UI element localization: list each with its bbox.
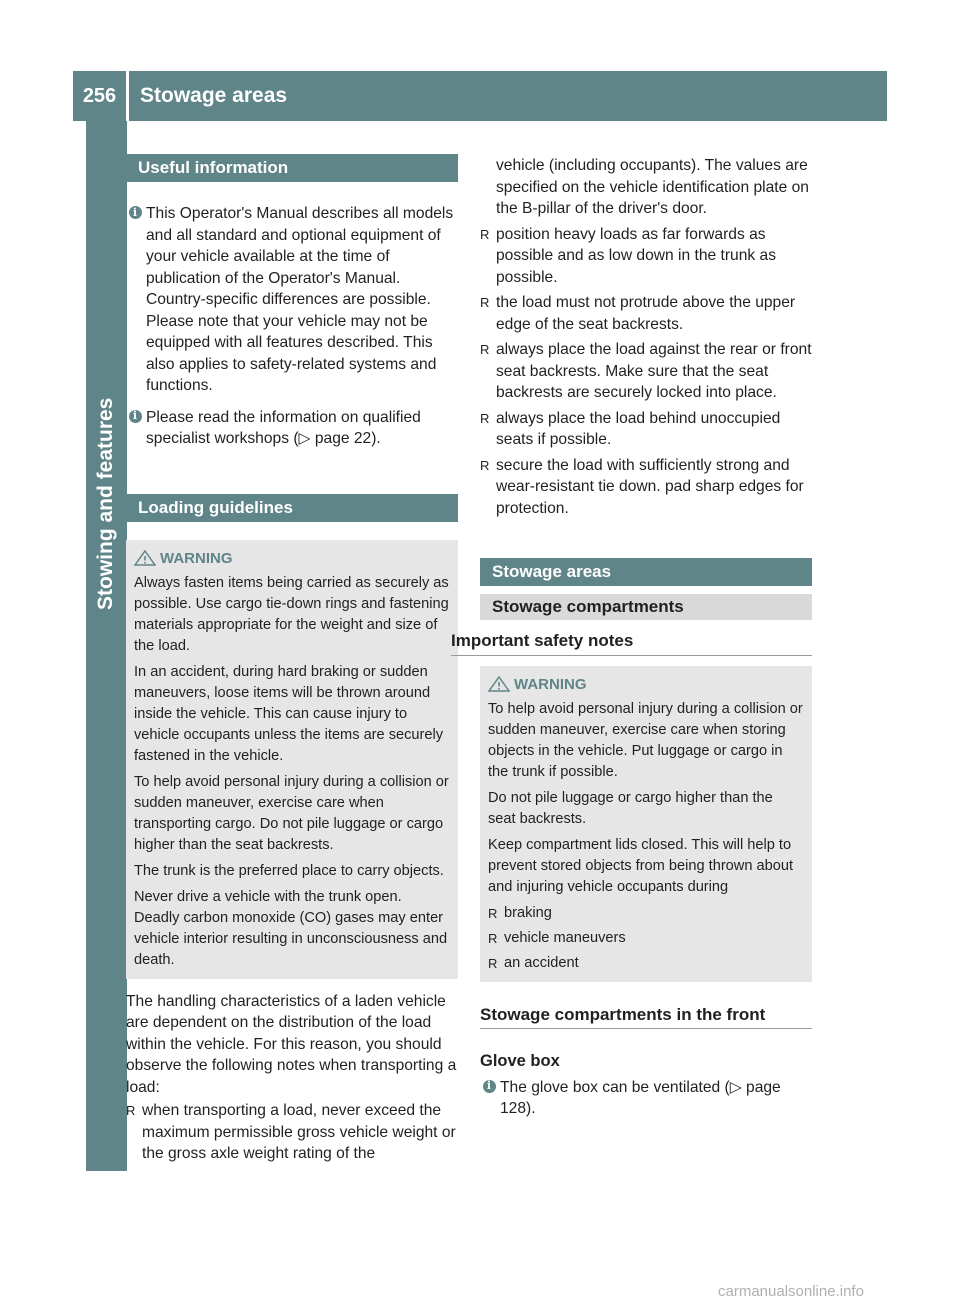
warning-paragraph: Never drive a vehicle with the trunk open. Deadly carbon monoxide (CO) gases may enter vehicle interior resulting in unconsciousness and death. — [134, 888, 448, 968]
page-number: 256 — [82, 84, 117, 107]
info-note — [480, 1077, 812, 1120]
list-item — [480, 455, 812, 520]
info-icon: i — [126, 407, 144, 450]
info-note — [126, 407, 458, 450]
bullet-mark: R — [480, 295, 490, 310]
page-title: Stowage areas — [140, 84, 288, 107]
warning-label: WARNING — [514, 675, 587, 693]
warning-triangle-icon — [488, 676, 510, 692]
section-heading-loading-guidelines: Loading guidelines — [126, 494, 458, 522]
section-heading-useful-information: Useful information — [126, 154, 458, 182]
list-item — [480, 292, 812, 335]
warning-box — [126, 540, 458, 979]
warning-paragraph: The trunk is the preferred place to carry objects. — [134, 862, 444, 879]
chapter-label: Stowing and features — [94, 397, 117, 610]
footer-watermark: carmanualsonline.info — [718, 1283, 864, 1300]
bullet-mark: R — [480, 457, 490, 473]
list-item — [480, 224, 812, 289]
chapter-tab-mask — [86, 121, 127, 1171]
warning-paragraph: Do not pile luggage or cargo higher than the seat backrests. — [488, 789, 773, 827]
bullet-mark: R — [488, 955, 498, 971]
list-item-text: braking — [504, 904, 552, 921]
info-icon: i — [480, 1077, 498, 1120]
warning-list-item — [488, 953, 804, 974]
warning-paragraph: Keep compartment lids closed. This will help to prevent stored objects from being thrown about and injuring vehicle occupants during — [488, 836, 794, 895]
left-column — [126, 152, 458, 1165]
info-text: This Operator's Manual describes all models and all standard and optional equipment of your vehicle available at the time of publication of the Operator's Manual. Country-specific differences are possible. Please note that your vehicle may not be equipped with all features described. This also applies to safety-related systems and functions. — [146, 205, 454, 394]
warning-paragraph: In an accident, during hard braking or sudden maneuvers, loose items will be thrown around inside the vehicle. This can cause injury to vehicle occupants unless the items are securely fastened in the vehicle. — [134, 663, 444, 764]
list-item-text: an accident — [504, 954, 579, 971]
subsection-heading-stowage-compartments: Stowage compartments — [480, 594, 812, 620]
bullet-mark: R — [126, 1103, 136, 1118]
bullet-mark: R — [488, 930, 498, 946]
warning-list-item — [488, 928, 804, 949]
list-item-text: vehicle maneuvers — [504, 929, 626, 946]
warning-triangle-icon — [134, 550, 156, 566]
list-item-text: the load must not protrude above the upper edge of the seat backrests. — [496, 294, 796, 333]
bullet-mark: R — [488, 905, 498, 921]
heading-important-safety-notes: Important safety notes — [451, 630, 812, 656]
warning-title — [134, 548, 450, 569]
info-note — [126, 203, 458, 397]
info-icon: i — [126, 203, 144, 397]
section-heading-stowage-areas: Stowage areas — [480, 558, 812, 586]
heading-glove-box: Glove box — [480, 1052, 560, 1070]
header-divider — [126, 71, 129, 121]
right-column — [451, 155, 812, 1120]
bullet-mark: R — [480, 226, 490, 242]
list-item-text: always place the load against the rear or front seat backrests. Make sure that the seat backrests are securely locked into place. — [496, 341, 812, 401]
warning-box — [480, 666, 812, 982]
list-item-text: when transporting a load, never exceed the maximum permissible gross vehicle weight or the gross axle weight rating of the — [142, 1102, 456, 1162]
bullet-mark: R — [480, 342, 490, 357]
list-item-text: position heavy loads as far forwards as possible and as low down in the trunk as possible. — [496, 225, 776, 286]
list-item-continuation: vehicle (including occupants). The values are specified on the vehicle identification plate on the B-pillar of the driver's door. — [496, 157, 809, 217]
list-item-text: always place the load behind unoccupied seats if possible. — [496, 409, 781, 448]
warning-paragraph: To help avoid personal injury during a collision or sudden maneuver, exercise care when storing objects in the vehicle. Put luggage or cargo in the trunk if possible. — [488, 700, 803, 780]
warning-title — [488, 674, 804, 695]
list-item — [480, 408, 812, 451]
list-item-text: secure the load with sufficiently strong and wear-resistant tie down. pad sharp edges for protection. — [496, 456, 804, 517]
warning-paragraph: To help avoid personal injury during a collision or sudden maneuver, exercise care when transporting cargo. Do not pile luggage or cargo higher than the seat backrests. — [134, 773, 449, 853]
list-item — [126, 1100, 458, 1165]
body-paragraph: The handling characteristics of a laden vehicle are dependent on the distribution of the load within the vehicle. For this reason, you should observe the following notes when transporting a load: — [126, 992, 457, 1096]
warning-list-item — [488, 903, 804, 924]
info-text: Please read the information on qualified specialist workshops (▷ page 22). — [146, 408, 421, 447]
warning-paragraph: Always fasten items being carried as securely as possible. Use cargo tie-down rings and fastening materials appropriate for the weight and size of the load. — [134, 574, 449, 654]
list-item — [480, 339, 812, 404]
heading-stowage-front: Stowage compartments in the front — [480, 1004, 812, 1030]
bullet-mark: R — [480, 410, 490, 426]
warning-label: WARNING — [160, 549, 233, 567]
info-text: The glove box can be ventilated (▷ page 128). — [500, 1078, 781, 1117]
